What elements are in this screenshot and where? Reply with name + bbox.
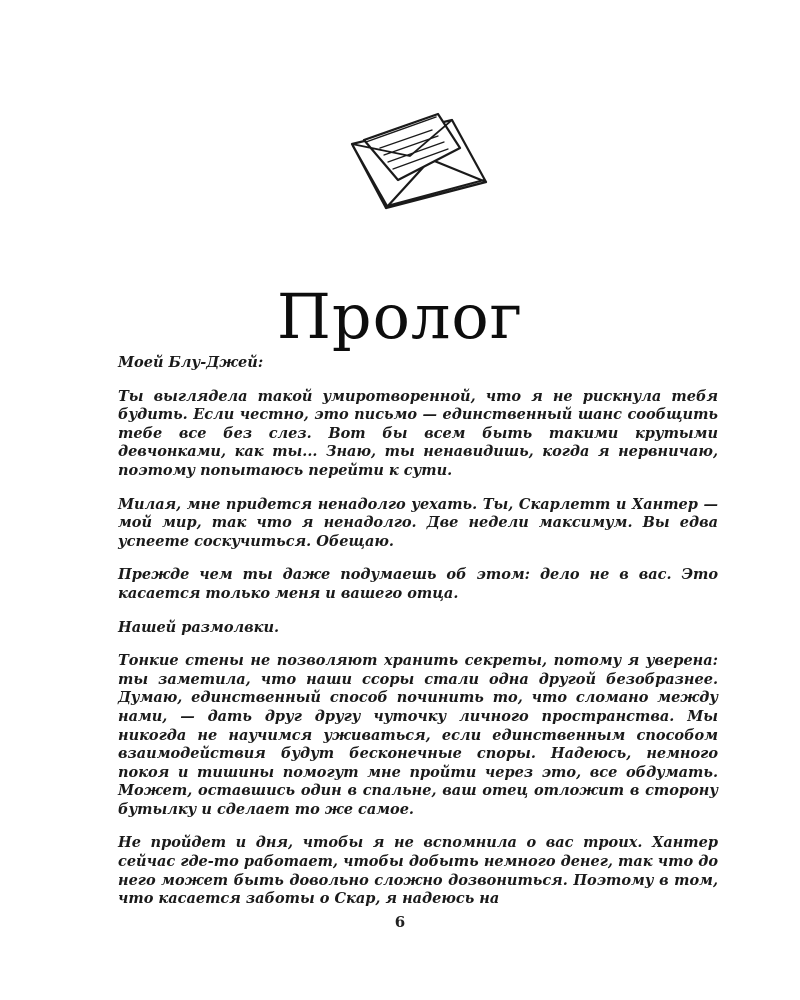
letter-paragraph: Милая, мне придется ненадолго уехать. Ты, Скарлетт и Хантер — мой мир, так что я ненадолго. Две недели максимум. Вы едва успеете соскучиться. Обещаю.	[118, 495, 718, 550]
letter-paragraph: Прежде чем ты даже подумаешь об этом: дело не в вас. Это касается только меня и вашего отца.	[118, 566, 718, 602]
letter-paragraph: Тонкие стены не позволяют хранить секреты, потому я уверена: ты заметила, что наши ссоры стали одна другой безобразнее. Думаю, единственный способ починить то, что сломано между нами, — дать друг другу чуточку личного пространства. Мы никогда не научимся уживаться, если единственным способом взаимодействия будут бесконечные споры. Надеюсь, немного покоя и тишины помогут мне пройти через это, все обдумать. Может, оставшись один в спальне, ваш отец отложит в сторону бутылку и сделает то же самое.	[118, 652, 718, 818]
chapter-title: Пролог	[276, 279, 524, 353]
letter-body	[118, 354, 718, 924]
letter-paragraph: Нашей размолвки.	[118, 618, 280, 636]
letter-paragraph: Ты выглядела такой умиротворенной, что я не рискнула тебя будить. Если честно, это письмо — единственный шанс сообщить тебе все без слез. Вот бы всем быть такими крутыми девчонками, как ты... Знаю, ты ненавидишь, когда я нервничаю, поэтому попытаюсь перейти к сути.	[118, 387, 718, 479]
page-number: 6	[394, 913, 406, 931]
letter-greeting: Моей Блу-Джей:	[118, 354, 264, 371]
letter-paragraph: Не пройдет и дня, чтобы я не вспомнила о вас троих. Хантер сейчас где-то работает, чтобы добыть немного денег, так что до него может быть довольно сложно дозвониться. Поэтому в том, что касается заботы о Скар, я надеюсь на	[118, 834, 718, 908]
envelope-with-letter-icon	[340, 100, 500, 220]
